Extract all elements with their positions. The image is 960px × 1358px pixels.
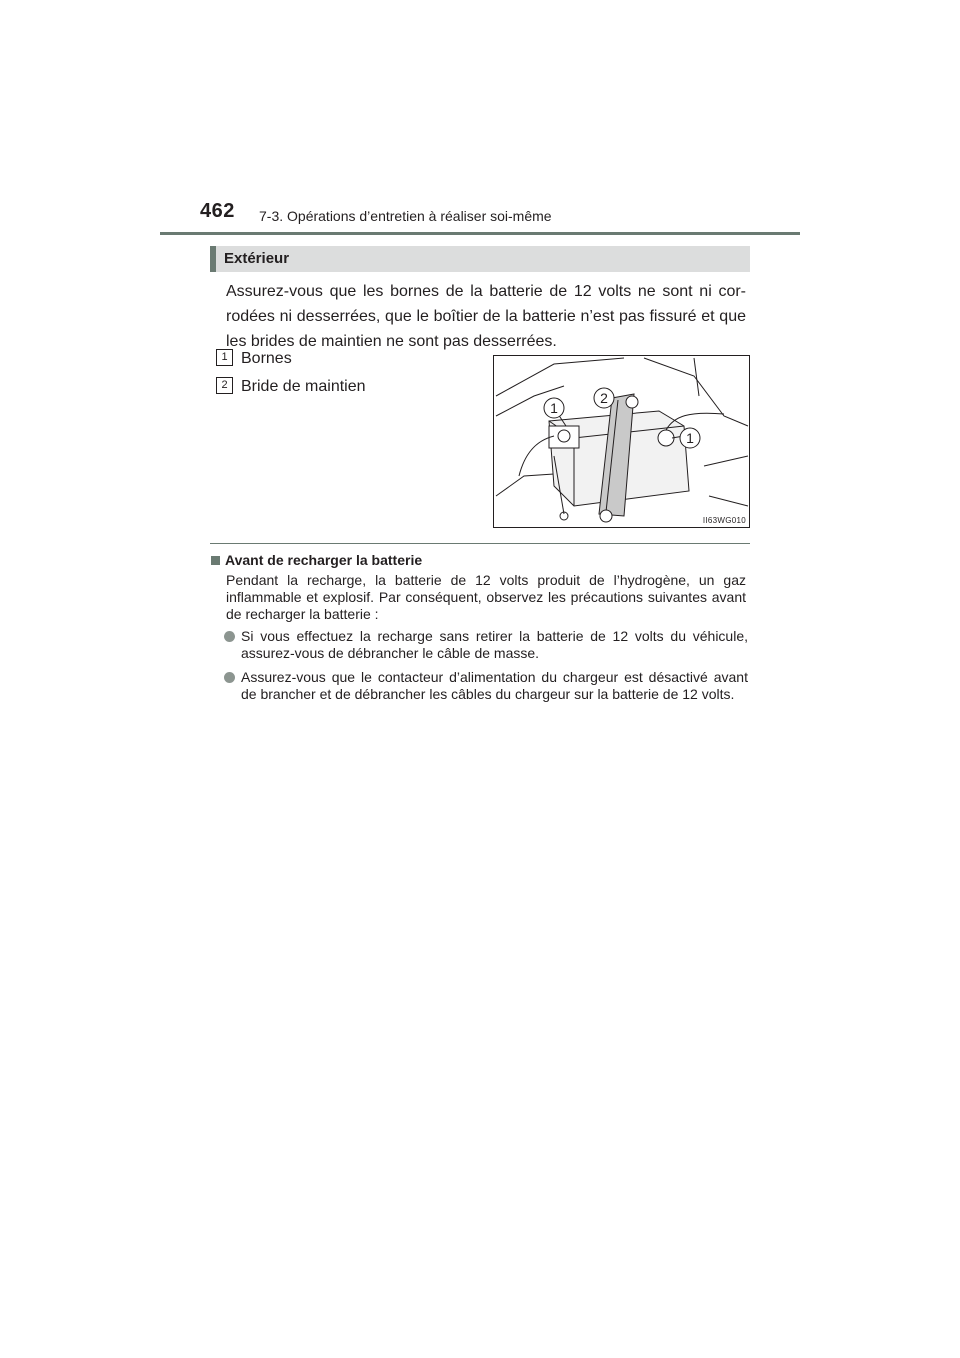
bay-line [704, 456, 748, 466]
section-header [210, 246, 750, 272]
legend-number: 1 [216, 349, 233, 366]
battery-illustration [493, 355, 750, 528]
clamp-bolt [626, 396, 638, 408]
callout-number: 2 [600, 390, 608, 406]
clamp-bolt [600, 510, 612, 522]
section-intro: Assurez-vous que les bornes de la batterie de 12 volts ne sont ni cor-rodées ni desserrées, que le boîtier de la batterie n’est pas fissuré et que les brides de maintien ne sont pas desserrées. [226, 283, 746, 350]
legend-item-terminals [216, 350, 292, 368]
note-body: Pendant la recharge, la batterie de 12 volts produit de l’hydrogène, un gaz inflammable et explosif. Par conséquent, observez les précautions suivantes avant de recharger la batterie : [226, 572, 746, 622]
square-bullet-icon [211, 556, 220, 565]
header-rule [160, 232, 800, 235]
circle-bullet-icon [224, 631, 235, 642]
note-heading [211, 552, 422, 568]
bullet-item [224, 628, 748, 662]
section-title: Extérieur [224, 250, 290, 267]
positive-terminal [658, 430, 674, 446]
bay-line [709, 496, 748, 506]
divider [210, 543, 750, 544]
legend-label: Bride de maintien [241, 378, 366, 395]
chapter-title: 7-3. Opérations d’entretien à réaliser soi-même [259, 208, 552, 224]
illustration-code: II63WG010 [702, 516, 746, 525]
negative-terminal [549, 426, 579, 448]
bullet-text: Si vous effectuez la recharge sans retirer la batterie de 12 volts du véhicule, assurez-vous de débrancher le câble de masse. [241, 628, 748, 661]
bullet-item [224, 669, 748, 703]
note-heading-text: Avant de recharger la batterie [225, 552, 423, 568]
callout-number: 1 [686, 430, 694, 446]
circle-bullet-icon [224, 672, 235, 683]
page-number: 462 [200, 200, 235, 222]
legend-number: 2 [216, 377, 233, 394]
legend-label: Bornes [241, 350, 292, 367]
callout-number: 1 [550, 400, 558, 416]
battery-drawing [494, 356, 749, 527]
bullet-text: Assurez-vous que le contacteur d’alimentation du chargeur est désactivé avant de brancher et de débrancher les câbles du chargeur sur la batterie de 12 volts. [241, 669, 748, 702]
bay-line [496, 474, 554, 496]
section-header-bar [210, 246, 216, 272]
legend-item-clamp [216, 378, 366, 396]
